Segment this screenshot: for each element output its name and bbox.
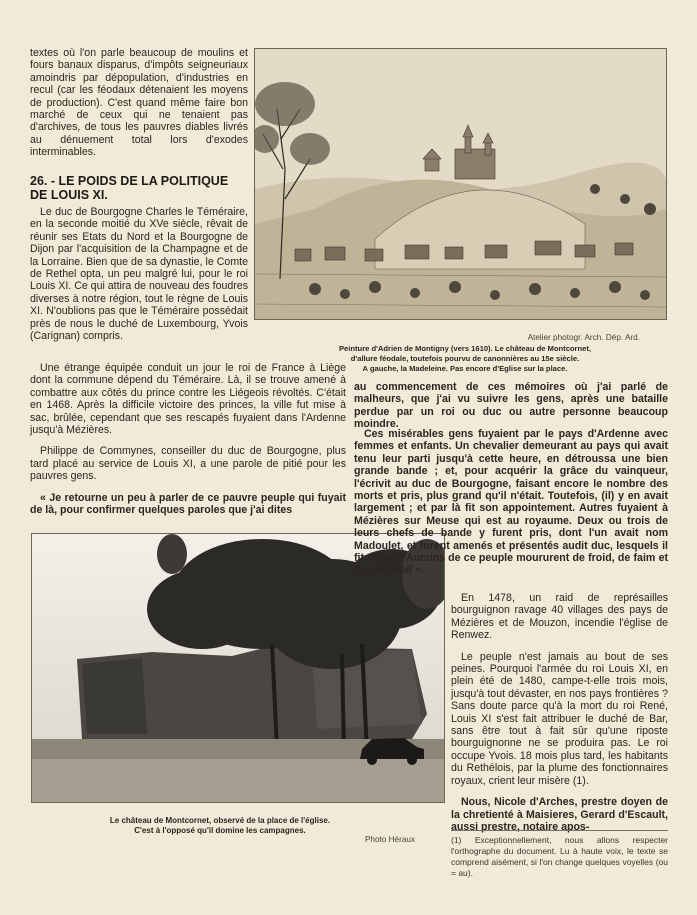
- painting-montcornet-image: [254, 48, 667, 320]
- paragraph-liege: Une étrange équipée conduit un jour le roi de France à Liège dont la commune dépend du Téméraire. Là, il se trouve amené à combattre aux côtés du prince contre les Liégeois révoltés. C'était en 1468. Après la difficile victoire des princes, la ville fut mise à sac, brûlée, cependant que ses rescapés fuyaient dans l'Ardenne jusqu'à Mézières. Philippe de Commynes, conseiller du duc de Bourgogne, plus tard placé au service de Louis XI, a une parole de pitié pour les pauvres gens. « Je retourne un peu à parler de ce pauvre peuple qui fuyait de là, pour confirmer quelques paroles que j'ai dites: [30, 362, 346, 517]
- top-figure-credit: Atelier photogr. Arch. Dép. Ard.: [527, 333, 640, 342]
- paragraph-temeraire: Le duc de Bourgogne Charles le Téméraire, en la seconde moitié du XVe siècle, rêvait de réunir ses Etats du Nord et la Bourgogne de Dijon par l'acquisition de la Champagne et de la Lorraine. Bien que de sa dynastie, le Comte de Rethel opta, un peu malgré lui, pour le roi Louis XI. Ce qui attira de nouveau des foudres diverses à notre région, tout le règne de Louis XI. N'oublions pas que le Téméraire possédait près de nous le duché de Luxembourg, Yvois (Carignan) compris.: [30, 206, 248, 343]
- commynes-quote-start: « Je retourne un peu à parler de ce pauvre peuple qui fuyait de là, pour confirmer quelques paroles que j'ai dites: [30, 491, 346, 517]
- footnote: (1) Exceptionnellement, nous allons respecter l'orthographe du document. Lu à haute voix, le texte se comprend aisément, si l'on change quelques voyelles (ou = au).: [451, 835, 668, 878]
- section-title-line2: DE LOUIS XI.: [30, 187, 108, 202]
- footnote-rule: [451, 830, 668, 831]
- paragraph-nicole: Nous, Nicole d'Arches, prestre doyen de la chretienté à Maisieres, Gerard d'Escault, aussi prestre, notaire apos-: [451, 796, 668, 833]
- bottom-figure-caption: Le château de Montcornet, observé de la place de l'église. C'est à l'opposé qu'il domine les campagnes.: [109, 816, 331, 835]
- paragraph-peuple: Le peuple n'est jamais au bout de ses peines. Pourquoi l'armée du roi Louis XI, en plein été de 1480, campe-t-elle trois mois, jusqu'à tout dévaster, en nos pays frontières ? Sans doute parce qu'à la mort du roi René, Louis XI s'est fait attribuer le duché de Bar, sans être tout à fait sûr qu'une riposte bourguignonne ne se produira pas. Le roi occupe Yvois. 18 mois plus tard, les habitants du Rethélois, par la plume des fonctionnaires royaux, crient leur misère (1).: [451, 650, 668, 787]
- section-heading: [30, 175, 260, 202]
- paragraph-1478: En 1478, un raid de représailles bourguignon ravage 40 villages des pays de Mézières et de Mouzon, incendie l'église de Renwez.: [451, 592, 668, 642]
- right-column: [354, 428, 668, 586]
- top-figure-caption: Peinture d'Adrien de Montigny (vers 1610). Le château de Montcornet, d'allure féodale, toutefois pourvu de canonnières au 15e siècle. A gauche, la Madeleine. Pas encore d'Eglise sur la place.: [338, 344, 592, 373]
- bottom-figure-credit: Photo Héraux: [364, 835, 416, 844]
- right-lower-column: [451, 592, 668, 842]
- intro-paragraph: textes où l'on parle beaucoup de moulins et fours banaux disparus, d'impôts seigneuriaux amoindris par dépopulation, d'industries en recul (car les féodaux détenaient les moyens de production). C'est quand même faire bon marché de ceux qui ne tenaient pas d'archives, de tous les pauvres diables livrés au dénuement total lors d'exodes interminables.: [30, 47, 248, 159]
- section-title-line1: 26. - LE POIDS DE LA POLITIQUE: [30, 174, 229, 188]
- ardenne-quote: Ces misérables gens fuyaient par le pays d'Ardenne avec femmes et enfants. Un chevalier demeurant au pays qui avait tenu leur parti jusqu'à cette heure, en détroussa une bien grande bande ; et, pour acquérir la grâce du vainqueur, l'écrivit au duc de Bourgogne, faisant encore le nombre des morts et pris, plus grand qu'il n'était. Toutefois, (il) y en avait largement ; et par là fit son appointement. Autres fuyaient à Mézières sur Meuse qui est au royaume. Deux ou trois de leurs chefs de bande y furent pris, dont l'un avait nom Madoulet, et furent amenés et présentés audit duc, lesquels il fit mourir. Aucuns de ce peuple moururent de froid, de faim et de sommeil ».: [354, 428, 668, 577]
- commynes-quote-continued: au commencement de ces mémoires où j'ai parlé de malheurs, que j'ai vu suivre les gens, après une bataille perdue par un roi ou duc ou autre personne beaucoup moindre.: [354, 381, 668, 431]
- painting-illustration: [255, 49, 666, 319]
